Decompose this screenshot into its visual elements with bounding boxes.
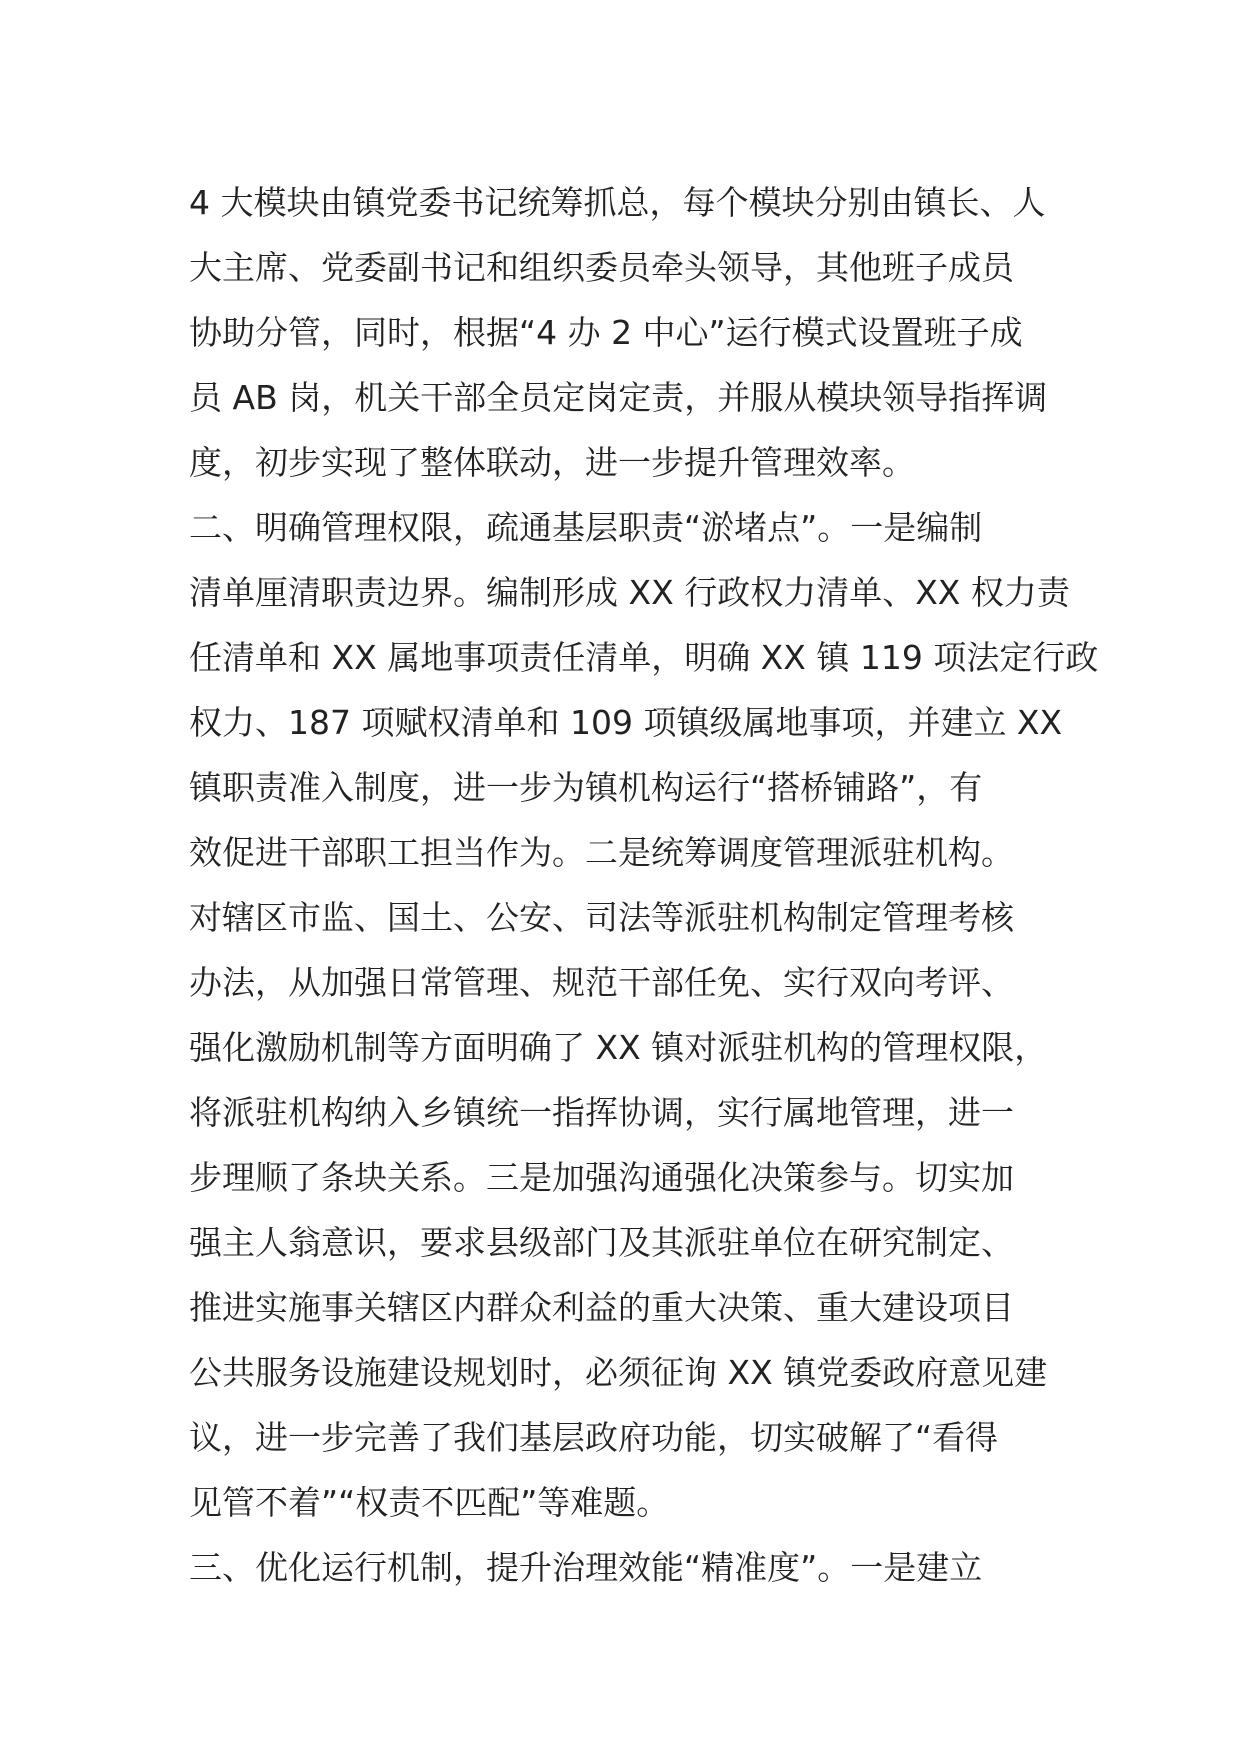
text-line-19: 公共服务设施建设规划时，必须征询 XX 镇党委政府意见建: [189, 1353, 1048, 1392]
text-line-2: 大主席、党委副书记和组织委员牵头领导，其他班子成员: [189, 248, 1014, 287]
body-text: [189, 170, 1099, 1600]
text-line-16: 步理顺了条块关系。三是加强沟通强化决策参与。切实加: [189, 1158, 1014, 1197]
section-heading-line-2: 三、优化运行机制，提升治理效能“精准度”。一是建立: [189, 1548, 983, 1587]
text-line-9: 权力、187 项赋权清单和 109 项镇级属地事项，并建立 XX: [189, 703, 1063, 742]
text-line-14: 强化激励机制等方面明确了 XX 镇对派驻机构的管理权限，: [189, 1028, 1048, 1067]
text-line-4: 员 AB 岗，机关干部全员定岗定责，并服从模块领导指挥调: [189, 378, 1048, 417]
text-line-5: 度，初步实现了整体联动，进一步提升管理效率。: [189, 443, 915, 482]
text-line-11: 效促进干部职工担当作为。二是统筹调度管理派驻机构。: [189, 833, 1014, 872]
text-line-8: 任清单和 XX 属地事项责任清单，明确 XX 镇 119 项法定行政: [189, 638, 1099, 677]
text-line-17: 强主人翁意识，要求县级部门及其派驻单位在研究制定、: [189, 1223, 1014, 1262]
text-line-13: 办法，从加强日常管理、规范干部任免、实行双向考评、: [189, 963, 1014, 1002]
text-line-1: 4 大模块由镇党委书记统筹抓总，每个模块分别由镇长、人: [189, 183, 1046, 222]
text-line-7: 清单厘清职责边界。编制形成 XX 行政权力清单、XX 权力责: [189, 573, 1070, 612]
text-line-15: 将派驻机构纳入乡镇统一指挥协调，实行属地管理，进一: [189, 1093, 1014, 1132]
section-heading-line: 二、明确管理权限，疏通基层职责“淤堵点”。一是编制: [189, 508, 983, 547]
text-line-10: 镇职责准入制度，进一步为镇机构运行“搭桥铺路”，有: [189, 768, 983, 807]
text-line-21: 见管不着”“权责不匹配”等难题。: [189, 1483, 670, 1522]
text-line-3: 协助分管，同时，根据“4 办 2 中心”运行模式设置班子成: [189, 313, 1023, 352]
text-line-18: 推进实施事关辖区内群众利益的重大决策、重大建设项目: [189, 1288, 1014, 1327]
text-line-20: 议，进一步完善了我们基层政府功能，切实破解了“看得: [189, 1418, 999, 1457]
text-line-12: 对辖区市监、国土、公安、司法等派驻机构制定管理考核: [189, 898, 1014, 937]
